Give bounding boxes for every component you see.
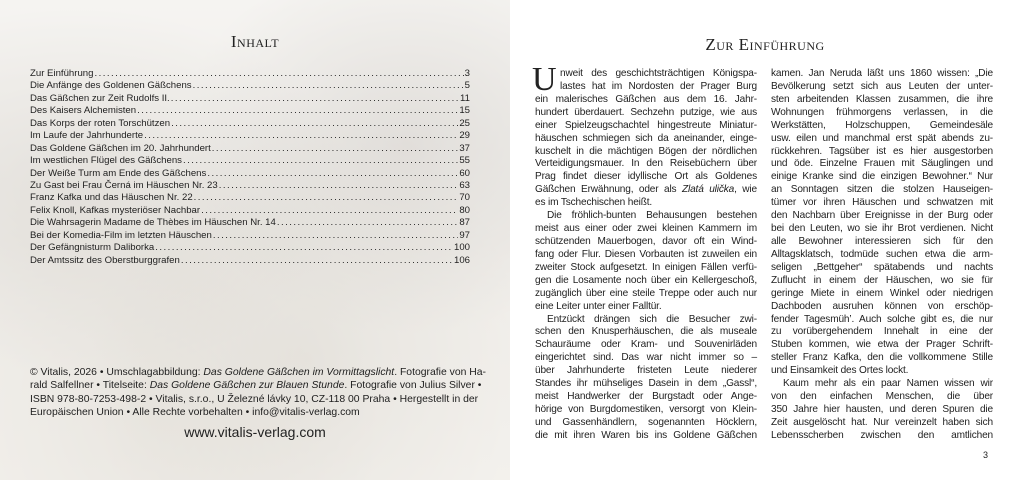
body-text-line: meist aus einer oder zwei kleinen Kammern im — [535, 223, 757, 235]
toc-leader-dots — [181, 255, 453, 267]
text-column-1 — [532, 61, 757, 443]
text-column-2 — [771, 68, 993, 443]
toc-entry[interactable] — [30, 192, 470, 204]
body-text-line: Gäßchen Erwähnung, oder als Zlatá ulička, wie — [535, 184, 757, 196]
toc-entry[interactable] — [30, 130, 470, 142]
body-text-line: steller Franz Kafka, den die vollkommene Stille — [771, 352, 993, 364]
toc-leader-dots — [207, 168, 458, 180]
body-text-line: lastes hat im Nordosten der Prager Burg — [560, 80, 757, 92]
toc-entry[interactable] — [30, 80, 470, 92]
toc-leader-dots — [171, 118, 458, 130]
body-text-line: fang oder Flur. Diesen Vorbauten ist zuweilen ein — [535, 248, 757, 260]
body-text-line: Stuben kommen, wie etwa der Prager Schrift- — [771, 339, 993, 351]
toc-entry-label: Das Goldene Gäßchen im 20. Jahrhundert — [30, 142, 211, 154]
toc-entry-page: 60 — [459, 167, 470, 179]
toc-entry-label: Das Gäßchen zur Zeit Rudolfs II. — [30, 92, 170, 104]
toc-entry-page: 3 — [464, 68, 470, 79]
toc-leader-dots — [171, 93, 459, 105]
body-text-line: kamen. Jan Neruda läßt uns 1860 wissen: „Die — [771, 68, 993, 79]
body-text-line: Die fröhlich-bunten Behausungen bestehen — [547, 210, 757, 222]
body-text-line: schen den Knusperhäuschen, die als museale — [535, 326, 757, 338]
body-text-line: nweit des geschichtsträchtigen Königspa- — [560, 68, 757, 79]
toc-entry-page: 106 — [453, 254, 470, 266]
body-text-line: Prag findet dieser idyllische Ort als Goldenes — [535, 171, 757, 183]
body-text-line: Zuflucht in einem der Häuschen, wo sie für — [771, 274, 993, 286]
body-text-line: usw. eilen und manchmal erst spät abends zu- — [771, 132, 993, 144]
body-text-line: Standes ihr mühseliges Dasein in dem „Gassl“, — [535, 378, 757, 390]
toc-entry-page: 63 — [459, 179, 470, 191]
toc-leader-dots — [193, 80, 464, 92]
body-text-line: an Sonntagen sitzen die stolzen Hauseigen- — [771, 184, 993, 196]
body-text-line: zugänglich über eine steile Treppe oder auch nur — [535, 287, 757, 299]
body-text-line: eine Leiter unter einer Falltür. — [535, 300, 662, 312]
toc-leader-dots — [201, 205, 458, 217]
toc-entry[interactable] — [30, 143, 470, 155]
toc-leader-dots — [137, 105, 458, 117]
toc-entry[interactable] — [30, 255, 470, 267]
toc-entry-label: Der Weiße Turm am Ende des Gäßchens — [30, 167, 207, 179]
body-text-line: kuschelt in die mächtigen Bögen der nördlichen — [535, 145, 757, 157]
body-text-line: fender Tagesmüh’. Auch solche gibt es, die nur — [771, 313, 993, 325]
body-text-line: seligen „Bettgeher“ spätabends und nachts — [771, 261, 993, 273]
body-text-line: den Nachbarn über Ereignisse in der Burg oder — [771, 210, 993, 222]
body-text-line: häuschen schmiegen sich da aneinander, einge- — [535, 132, 757, 144]
toc-leader-dots — [155, 242, 453, 254]
body-text-line: und öde. Einzelne Frauen mit Säuglingen und — [771, 158, 993, 170]
toc-leader-dots — [212, 143, 459, 155]
body-text-line: und Einsamkeit des Ortes lockt. — [771, 365, 909, 377]
website-link[interactable]: www.vitalis-verlag.com — [184, 424, 326, 440]
toc-entry[interactable] — [30, 205, 470, 217]
toc-entry-label: Das Korps der roten Torschützen — [30, 117, 171, 129]
toc-entry-page: 80 — [459, 204, 470, 216]
body-text-line: über Jahrhunderte fristeten Leute niederer — [535, 365, 757, 377]
toc-entry[interactable] — [30, 155, 470, 167]
toc-entry-page: 15 — [459, 105, 470, 117]
toc-entry-page: 87 — [459, 217, 470, 229]
imprint-line: Europäischen Union • Alle Rechte vorbehalten • info@vitalis-verlag.com — [30, 406, 360, 418]
toc-entry[interactable] — [30, 217, 470, 229]
toc-entry[interactable] — [30, 242, 470, 254]
body-text-line: es im Tschechischen heißt. — [535, 197, 653, 209]
body-text-line: sten arbeitenden Klassen zusammen, die ihre — [771, 93, 993, 105]
toc-entry-label: Im westlichen Flügel des Gäßchens — [30, 155, 182, 167]
toc-entry-page: 5 — [464, 80, 470, 92]
body-text-line: Lebensscherben zwischen den amtlichen — [771, 429, 993, 441]
toc-entry[interactable] — [30, 105, 470, 117]
body-text-line: Dachboden ausruhen können von erschöp- — [771, 300, 993, 312]
toc-entry-label: Felix Knoll, Kafkas mysteriöser Nachbar — [30, 204, 201, 216]
body-text-line: ein malerisches Gäßchen aus dem 16. Jahr- — [535, 93, 757, 105]
toc-entry[interactable] — [30, 118, 470, 130]
body-text-line: Kaum mehr als ein paar Namen wissen wir — [783, 378, 993, 390]
toc-leader-dots — [213, 230, 459, 242]
toc-entry-label: Im Laufe der Jahrhunderte — [30, 130, 144, 142]
body-text-line: eingerichtet sind. Das war nicht immer so – — [535, 352, 757, 364]
body-text-line: Verteidigungsmauer. In den Reisebüchern über — [535, 158, 757, 170]
imprint-line: ISBN 978-80-7253-498-2 • Vitalis, s.r.o., U Železné lávky 10, CZ-118 00 Praha • Hergestellt in der — [30, 393, 479, 405]
toc-leader-dots — [277, 217, 459, 229]
toc-entry-page: 100 — [453, 242, 470, 254]
body-text-line: Bevölkerung setzt sich aus Leuten der unter- — [771, 80, 993, 92]
body-text-line: zweiter Stock aufgesetzt. In einigen Fällen verfü- — [535, 261, 757, 273]
body-text-line: 350 Jahre hier hausten, und deren Spuren die — [771, 403, 993, 415]
toc-entry-label: Franz Kafka und das Häuschen Nr. 22 — [30, 192, 193, 204]
body-text-line: Schauräume oder Kram- und Souvenirläden — [535, 339, 757, 351]
toc-entry-page: 70 — [459, 192, 470, 204]
toc-entry[interactable] — [30, 168, 470, 180]
toc-entry[interactable] — [30, 180, 470, 192]
toc-entry[interactable] — [30, 68, 470, 80]
page-number: 3 — [983, 450, 989, 460]
toc-entry-page: 37 — [459, 142, 470, 154]
body-text-line: gen die Losamente noch über ein Kellergeschoß, — [535, 274, 757, 286]
drop-cap: U — [532, 61, 557, 98]
toc-entry[interactable] — [30, 93, 470, 105]
toc-entry-page: 11 — [460, 92, 470, 104]
toc-entry-page: 55 — [459, 155, 470, 167]
toc-entry-label: Der Gefängnisturm Daliborka — [30, 242, 155, 254]
chapter-title: Zur Einführung — [705, 35, 825, 54]
toc-entry-label: Des Kaisers Alchemisten — [30, 105, 137, 117]
toc-entry-label: Der Amtssitz des Oberstburggrafen — [30, 254, 180, 266]
toc-entry-page: 97 — [459, 229, 470, 241]
toc-entry-label: Die Wahrsagerin Madame de Thèbes im Häuschen Nr. 14 — [30, 217, 276, 229]
toc-entry-page: 25 — [459, 117, 470, 129]
body-text-line: von den einfachen Menschen, die über — [771, 391, 993, 403]
toc-entry[interactable] — [30, 230, 470, 242]
toc-title: Inhalt — [230, 32, 280, 51]
toc-entry-page: 29 — [459, 130, 470, 142]
body-text-line: die mit ihren Waren bis ins Goldene Gäßchen — [535, 429, 757, 441]
body-text-line: tümer vor ihren Häuschen und schwatzen mit — [771, 197, 993, 209]
toc-leader-dots — [219, 180, 459, 192]
toc-entry-label: Die Anfänge des Goldenen Gäßchens — [30, 80, 192, 92]
body-text-line: hörige von Burgdomestiken, versorgt von Klein- — [535, 403, 757, 415]
body-text-line: Werkstätten, Holzschuppen, Gemeindesäle — [771, 119, 993, 131]
body-text-line: alle Bewohner interessieren sich für den — [771, 235, 993, 247]
body-text-line: geringe Miete in einem Winkel oder niedrigen — [771, 287, 993, 299]
imprint — [30, 366, 487, 419]
body-text-line: hundert überdauert. Sechzehn putzige, wie aus — [535, 106, 757, 118]
body-text-line: und Gassenhändlern, sogenannten Höcklern, — [535, 416, 757, 428]
body-text-line: Entzückt drängen sich die Besucher zwi- — [547, 313, 757, 325]
imprint-line: © Vitalis, 2026 • Umschlagabbildung: Das Goldene Gäßchen im Vormittagslicht. Fotografie von Ha- — [30, 367, 487, 378]
imprint-line: rald Salfellner • Titelseite: Das Goldene Gäßchen zur Blauen Stunde. Fotografie von Julius Silver • — [30, 380, 482, 392]
body-text-line: Alltagsklatsch, todmüde suchen etwa die arm- — [771, 248, 993, 260]
toc-entry-label: Zur Einführung — [30, 68, 94, 79]
toc-entry-label: Zu Gast bei Frau Černá im Häuschen Nr. 23 — [30, 179, 218, 191]
body-text-line: rückkehren. Tagsüber ist es hier ausgestorben — [771, 145, 993, 157]
body-text-line: zu vorübergehendem Innehalt in eine der — [771, 326, 993, 338]
toc-entry-label: Bei der Komedia-Film im letzten Häuschen — [30, 229, 212, 241]
body-text-line: einer Spielzeugschachtel hingestreute Miniatur- — [535, 119, 757, 131]
table-of-contents — [30, 68, 470, 267]
body-text-line: Zeit ausgelöscht hat. Nur vereinzelt haben sich — [771, 416, 993, 428]
body-text-line: Wohnungen frühmorgens verlassen, in die — [771, 106, 993, 118]
toc-leader-dots — [144, 130, 458, 142]
toc-leader-dots — [194, 192, 459, 204]
body-text-line: meist Handwerker der Burgstadt oder Ange- — [535, 391, 757, 403]
body-text-line: schützenden Mauerbogen, davor oft ein Wind- — [535, 235, 757, 247]
body-text-line: einige Kranke sind die einzigen Bewohner.“ Nur — [771, 171, 993, 183]
body-text-line: bei den Leuten, wo sie ihr Brot verdienen. Nicht — [771, 223, 993, 235]
toc-leader-dots — [94, 68, 463, 80]
toc-leader-dots — [183, 155, 458, 167]
